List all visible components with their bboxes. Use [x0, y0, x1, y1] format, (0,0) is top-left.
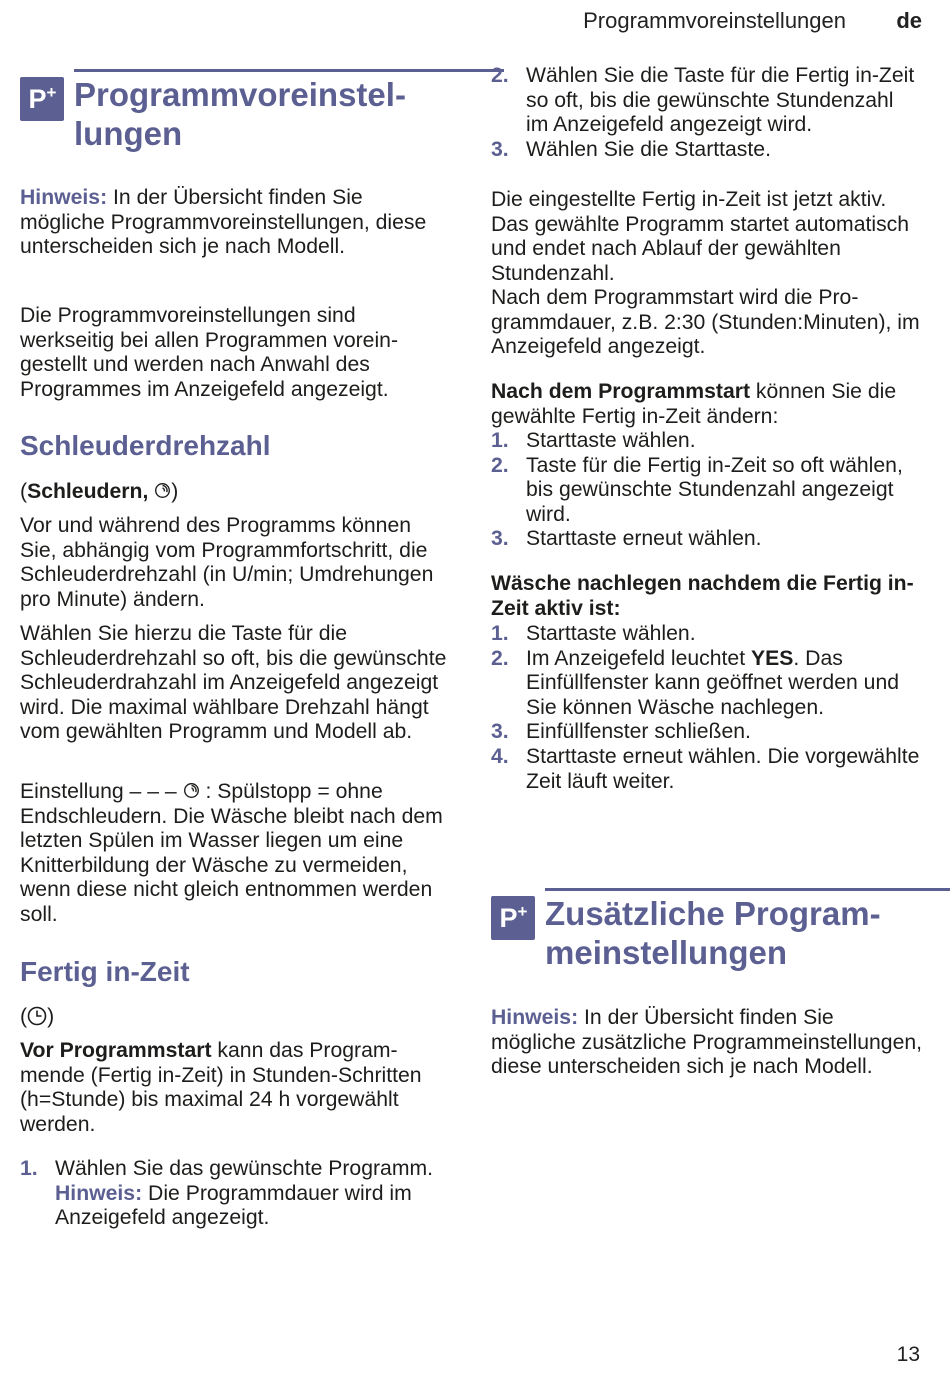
program-settings-icon: P + — [491, 896, 535, 940]
page-number: 13 — [896, 1343, 920, 1366]
heading-rule — [545, 888, 950, 891]
fertig-subtitle: ( ) — [20, 1005, 55, 1028]
intro-paragraph: Die Programmvoreinstellungen sind werkseitig bei allen Programmen voreingestellt und werden nach Anwahl des Programmes im Anzeigefeld angezeigt. — [20, 304, 399, 401]
list-item: 3. Wählen Sie die Starttaste. — [491, 137, 771, 161]
list-item: 3. Einfüllfenster schließen. — [491, 720, 751, 744]
list-item: 4. Starttaste erneut wählen. Die vorgewählte Zeit läuft weiter. — [491, 744, 920, 793]
spin-paragraph-2: Wählen Sie hierzu die Taste für die Schleuderdrehzahl so oft, bis die gewünschte Schleuderdrahzahl im Anzeigefeld angezeigt wird. Die maximal wählbare Drehzahl hängt vom gewählten Programm und Modell ab. — [20, 622, 447, 744]
list-item: 1. Wählen Sie das gewünschte Programm. Hinweis: Die Programmdauer wird im Anzeigefeld angezeigt. — [20, 1157, 434, 1230]
header-language: de — [896, 8, 922, 33]
hint-text: In der Übersicht finden Sie mögliche Programmvoreinstellungen, diese unterscheiden sich je nach Modell. — [20, 186, 427, 259]
spin-subtitle: (Schleudern, ) — [20, 480, 179, 503]
list-item: 3. Starttaste erneut wählen. — [491, 527, 762, 551]
fertig-intro: Vor Programmstart kann das Programmende (Fertig in-Zeit) in Stunden-Schritten (h=Stunde) bis maximal 24 h vorgewählt werden. — [20, 1039, 422, 1136]
fertig-step-list — [20, 1157, 440, 1231]
hint-label: Hinweis: — [20, 186, 108, 209]
change-step-list — [491, 429, 923, 552]
spin-icon — [154, 482, 171, 499]
list-item: 2. Taste für die Fertig in-Zeit so oft wählen, bis gewünschte Stundenzahl angezeigt wird. — [491, 453, 903, 526]
spin-paragraph-3: Einstellung – – – : Spülstopp = ohne Endschleudern. Die Wäsche bleibt nach dem letzten Spülen im Wasser liegen um eine Knitterbildung der Wäsche zu vermeiden, wenn diese nicht gleich entnommen werden soll. — [20, 780, 443, 926]
page-header — [0, 8, 950, 38]
fertig-title: Fertig in-Zeit — [20, 956, 190, 987]
fertig-step-list-continued — [491, 64, 921, 162]
hint-paragraph — [20, 186, 450, 260]
change-paragraph: Nach dem Programmstart können Sie die gewählte Fertig in-Zeit ändern: — [491, 380, 897, 428]
spin-speed-title: Schleuderdrehzahl — [20, 430, 271, 461]
spin-paragraph-1: Vor und während des Programms können Sie, abhängig vom Programmfortschritt, die Schleuderdrehzahl (in U/min; Umdrehungen pro Minute) ändern. — [20, 514, 434, 611]
hint-label: Hinweis: — [491, 1006, 579, 1029]
clock-icon — [27, 1006, 47, 1026]
list-item: 2. Im Anzeigefeld leuchtet YES. Das Einfüllfenster kann geöffnet werden und Sie können Wäsche nachlegen. — [491, 646, 900, 719]
spin-icon — [183, 782, 200, 799]
hint-label: Hinweis: — [55, 1181, 143, 1205]
section-programmvoreinstellungen-heading — [20, 69, 504, 153]
section-title: Zusätzliche Program- meinstellungen — [545, 895, 881, 971]
reload-heading: Wäsche nachlegen nachdem die Fertig in-Zeit aktiv ist: — [491, 572, 914, 620]
program-settings-icon: P + — [20, 77, 64, 121]
list-item: 2. Wählen Sie die Taste für die Fertig in-Zeit so oft, bis die gewünschte Stundenzahl im Anzeigefeld angezeigt wird. — [491, 64, 915, 137]
reload-step-list — [491, 622, 923, 794]
section-title: Programmvoreinstel- lungen — [74, 76, 406, 152]
heading-rule — [74, 69, 504, 72]
header-title: Programmvoreinstellungen — [583, 8, 846, 33]
section-zusaetzliche-heading — [491, 888, 950, 972]
list-item: 1. Starttaste wählen. — [491, 622, 696, 645]
hint-paragraph — [491, 1006, 923, 1080]
hint-text: In der Übersicht finden Sie mögliche zusätzliche Programmeinstellungen, diese unterscheiden sich je nach Modell. — [491, 1006, 923, 1079]
active-paragraph: Die eingestellte Fertig in-Zeit ist jetzt aktiv. Das gewählte Programm startet automatisch und endet nach Ablauf der gewählten Stundenzahl. — [491, 188, 910, 285]
list-item: 1. Starttaste wählen. — [491, 429, 696, 452]
duration-paragraph: Nach dem Programmstart wird die Programmdauer, z.B. 2:30 (Stunden:Minuten), im Anzeigefeld angezeigt. — [491, 286, 920, 359]
